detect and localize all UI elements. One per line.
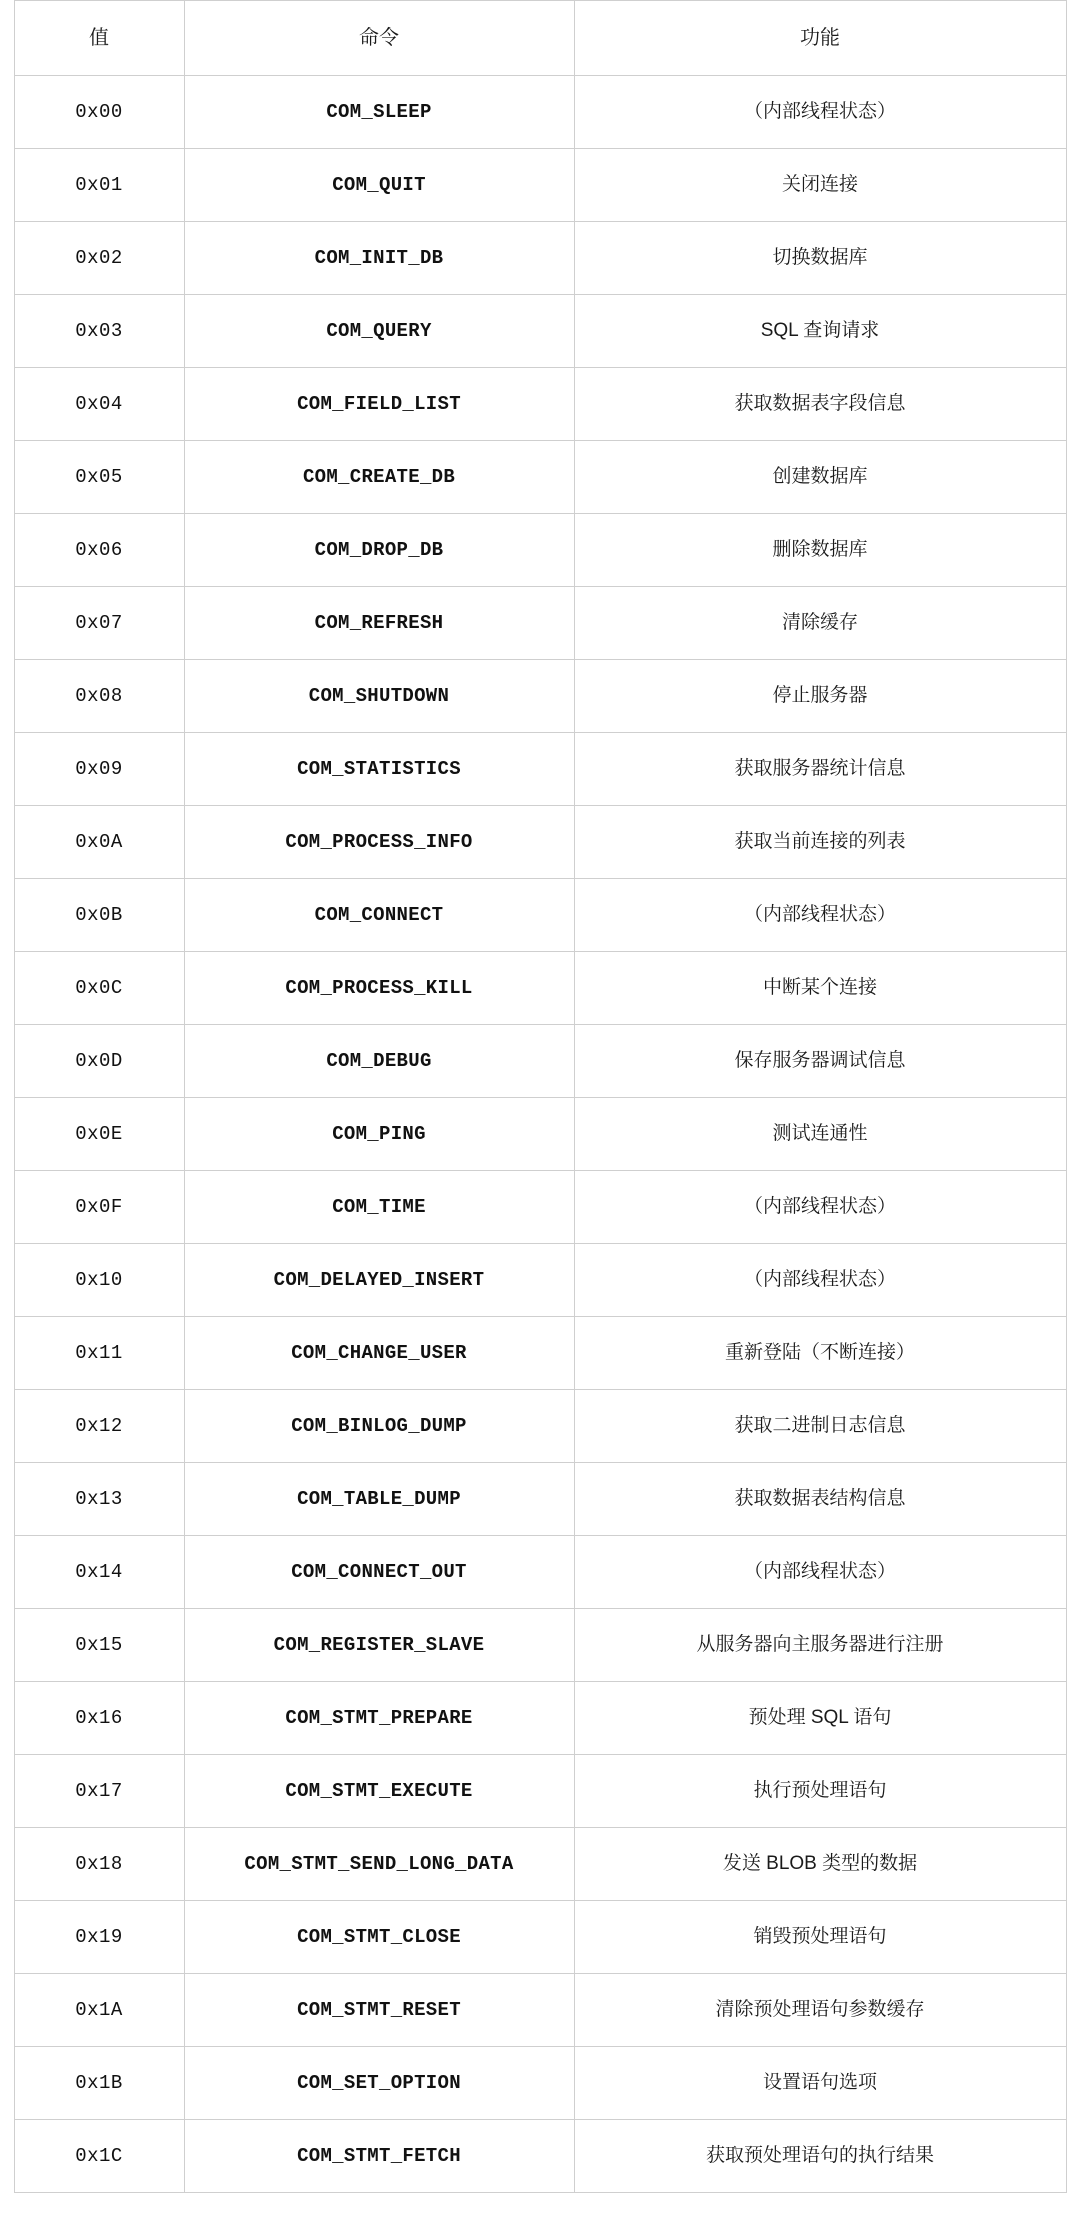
cell-command: COM_CREATE_DB	[184, 441, 574, 514]
cell-function: 测试连通性	[574, 1098, 1066, 1171]
cell-function: 发送 BLOB 类型的数据	[574, 1828, 1066, 1901]
cell-value: 0x00	[14, 76, 184, 149]
cell-command: COM_TIME	[184, 1171, 574, 1244]
cell-value: 0x09	[14, 733, 184, 806]
cell-function: 从服务器向主服务器进行注册	[574, 1609, 1066, 1682]
cell-value: 0x01	[14, 149, 184, 222]
cell-value: 0x11	[14, 1317, 184, 1390]
cell-command: COM_QUIT	[184, 149, 574, 222]
cell-function: 中断某个连接	[574, 952, 1066, 1025]
cell-command: COM_STMT_SEND_LONG_DATA	[184, 1828, 574, 1901]
cell-function: 清除预处理语句参数缓存	[574, 1974, 1066, 2047]
cell-function: SQL 查询请求	[574, 295, 1066, 368]
table-row	[14, 1244, 1066, 1317]
cell-command: COM_DELAYED_INSERT	[184, 1244, 574, 1317]
column-header-value: 值	[14, 1, 184, 76]
cell-function: 获取数据表结构信息	[574, 1463, 1066, 1536]
cell-function: 清除缓存	[574, 587, 1066, 660]
cell-value: 0x0E	[14, 1098, 184, 1171]
table-row	[14, 1171, 1066, 1244]
cell-command: COM_PING	[184, 1098, 574, 1171]
cell-command: COM_SLEEP	[184, 76, 574, 149]
cell-value: 0x0F	[14, 1171, 184, 1244]
table-row	[14, 1025, 1066, 1098]
cell-function: 销毁预处理语句	[574, 1901, 1066, 1974]
cell-command: COM_BINLOG_DUMP	[184, 1390, 574, 1463]
cell-function: 重新登陆（不断连接）	[574, 1317, 1066, 1390]
table-row	[14, 1098, 1066, 1171]
cell-command: COM_REGISTER_SLAVE	[184, 1609, 574, 1682]
cell-value: 0x0C	[14, 952, 184, 1025]
cell-command: COM_DROP_DB	[184, 514, 574, 587]
cell-command: COM_CONNECT_OUT	[184, 1536, 574, 1609]
cell-value: 0x19	[14, 1901, 184, 1974]
cell-value: 0x07	[14, 587, 184, 660]
cell-value: 0x12	[14, 1390, 184, 1463]
cell-function: 关闭连接	[574, 149, 1066, 222]
table-row	[14, 441, 1066, 514]
table-row	[14, 1901, 1066, 1974]
table-row	[14, 368, 1066, 441]
cell-value: 0x03	[14, 295, 184, 368]
table-row	[14, 1609, 1066, 1682]
cell-value: 0x18	[14, 1828, 184, 1901]
cell-value: 0x14	[14, 1536, 184, 1609]
table-row	[14, 2047, 1066, 2120]
cell-command: COM_CHANGE_USER	[184, 1317, 574, 1390]
cell-value: 0x13	[14, 1463, 184, 1536]
table-header	[14, 1, 1066, 76]
table-row	[14, 222, 1066, 295]
cell-command: COM_INIT_DB	[184, 222, 574, 295]
table-row	[14, 1390, 1066, 1463]
table-row	[14, 1463, 1066, 1536]
cell-value: 0x15	[14, 1609, 184, 1682]
table-row	[14, 514, 1066, 587]
cell-command: COM_QUERY	[184, 295, 574, 368]
cell-command: COM_PROCESS_INFO	[184, 806, 574, 879]
table-row	[14, 1974, 1066, 2047]
table-row	[14, 952, 1066, 1025]
cell-value: 0x16	[14, 1682, 184, 1755]
table-row	[14, 2120, 1066, 2193]
cell-function: 设置语句选项	[574, 2047, 1066, 2120]
cell-value: 0x05	[14, 441, 184, 514]
cell-function: （内部线程状态）	[574, 76, 1066, 149]
column-header-command: 命令	[184, 1, 574, 76]
cell-command: COM_FIELD_LIST	[184, 368, 574, 441]
table-header-row	[14, 1, 1066, 76]
cell-command: COM_STMT_PREPARE	[184, 1682, 574, 1755]
table-row	[14, 1536, 1066, 1609]
cell-value: 0x04	[14, 368, 184, 441]
cell-function: 创建数据库	[574, 441, 1066, 514]
cell-function: 获取当前连接的列表	[574, 806, 1066, 879]
cell-function: （内部线程状态）	[574, 1244, 1066, 1317]
cell-command: COM_CONNECT	[184, 879, 574, 952]
cell-function: 获取服务器统计信息	[574, 733, 1066, 806]
table-row	[14, 76, 1066, 149]
cell-function: （内部线程状态）	[574, 879, 1066, 952]
cell-function: 删除数据库	[574, 514, 1066, 587]
table-row	[14, 806, 1066, 879]
cell-command: COM_SHUTDOWN	[184, 660, 574, 733]
column-header-function: 功能	[574, 1, 1066, 76]
cell-value: 0x0D	[14, 1025, 184, 1098]
cell-function: 获取二进制日志信息	[574, 1390, 1066, 1463]
cell-value: 0x1B	[14, 2047, 184, 2120]
cell-value: 0x1C	[14, 2120, 184, 2193]
cell-function: 获取数据表字段信息	[574, 368, 1066, 441]
cell-value: 0x17	[14, 1755, 184, 1828]
cell-function: 获取预处理语句的执行结果	[574, 2120, 1066, 2193]
cell-function: 保存服务器调试信息	[574, 1025, 1066, 1098]
cell-command: COM_TABLE_DUMP	[184, 1463, 574, 1536]
table-row	[14, 1682, 1066, 1755]
cell-value: 0x02	[14, 222, 184, 295]
cell-value: 0x10	[14, 1244, 184, 1317]
table-row	[14, 295, 1066, 368]
cell-value: 0x06	[14, 514, 184, 587]
cell-function: 停止服务器	[574, 660, 1066, 733]
table-row	[14, 879, 1066, 952]
cell-value: 0x0B	[14, 879, 184, 952]
cell-command: COM_DEBUG	[184, 1025, 574, 1098]
cell-command: COM_STMT_FETCH	[184, 2120, 574, 2193]
table-row	[14, 1755, 1066, 1828]
cell-value: 0x0A	[14, 806, 184, 879]
cell-command: COM_SET_OPTION	[184, 2047, 574, 2120]
cell-command: COM_STMT_EXECUTE	[184, 1755, 574, 1828]
table-row	[14, 1828, 1066, 1901]
cell-command: COM_REFRESH	[184, 587, 574, 660]
mysql-command-table	[14, 0, 1067, 2193]
cell-command: COM_STATISTICS	[184, 733, 574, 806]
cell-value: 0x08	[14, 660, 184, 733]
cell-function: （内部线程状态）	[574, 1536, 1066, 1609]
table-row	[14, 733, 1066, 806]
cell-function: （内部线程状态）	[574, 1171, 1066, 1244]
table-row	[14, 149, 1066, 222]
cell-function: 预处理 SQL 语句	[574, 1682, 1066, 1755]
cell-command: COM_PROCESS_KILL	[184, 952, 574, 1025]
table-row	[14, 660, 1066, 733]
cell-value: 0x1A	[14, 1974, 184, 2047]
cell-command: COM_STMT_RESET	[184, 1974, 574, 2047]
table-body	[14, 76, 1066, 2193]
table-row	[14, 587, 1066, 660]
cell-function: 执行预处理语句	[574, 1755, 1066, 1828]
cell-function: 切换数据库	[574, 222, 1066, 295]
cell-command: COM_STMT_CLOSE	[184, 1901, 574, 1974]
table-row	[14, 1317, 1066, 1390]
